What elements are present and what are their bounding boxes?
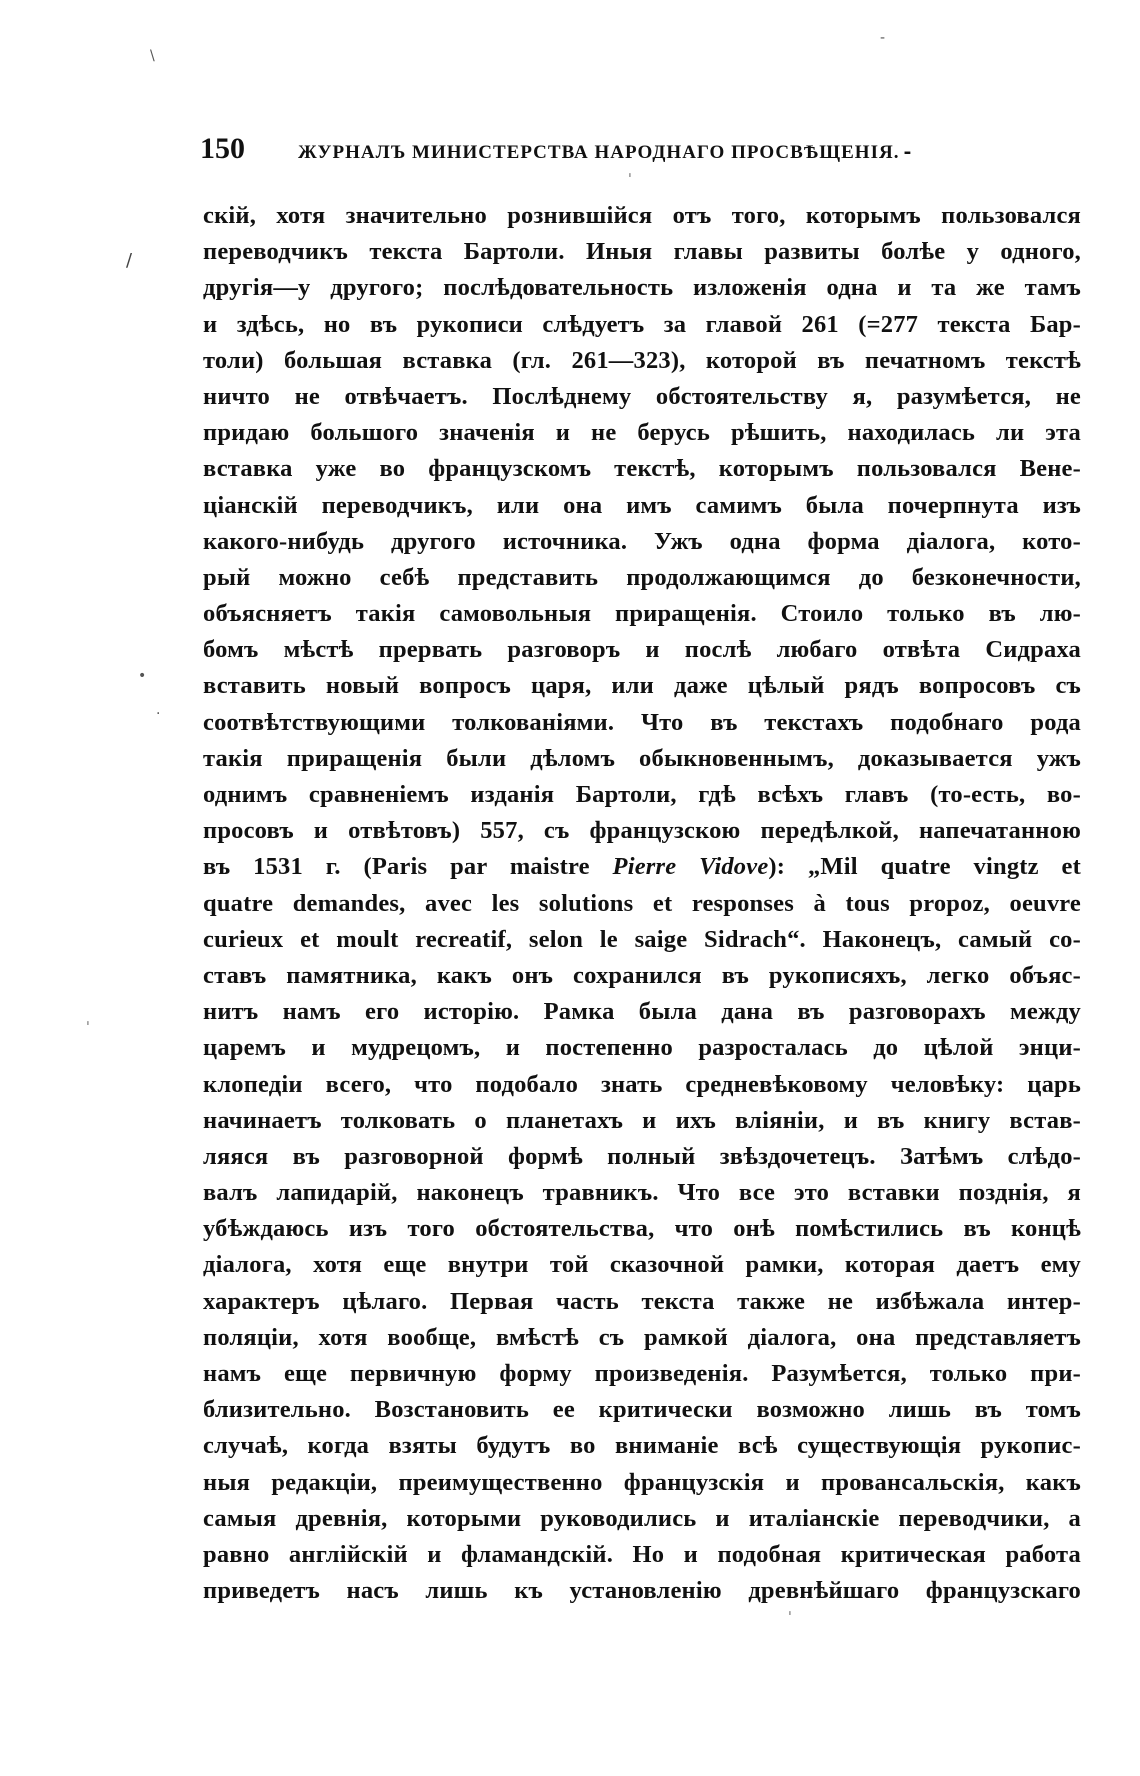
text-line: случаѣ, когда взяты будутъ во вниманіе всѣ существующія рукопис- (203, 1432, 1081, 1460)
scan-speck-decorative: ˈ (86, 1020, 90, 1036)
text-line: царемъ и мудрецомъ, и постепенно разросталась до цѣлой энци- (203, 1034, 1081, 1062)
text-segment: ): „Mil quatre vingtz et (768, 853, 1081, 881)
text-line: объясняетъ такія самовольныя приращенія. Стоило только въ лю- (203, 600, 1081, 628)
text-line: убѣждаюсь изъ того обстоятельства, что онѣ помѣстились въ концѣ (203, 1215, 1081, 1243)
text-line: скій, хотя значительно рознившійся отъ того, которымъ пользовался (203, 202, 1081, 229)
body-text (203, 198, 1081, 1609)
text-line: и здѣсь, но въ рукописи слѣдуетъ за главой 261 (=277 текста Бар- (203, 310, 1081, 338)
text-line: ціанскій переводчикъ, или она имъ самимъ была почерпнута изъ (203, 491, 1081, 519)
scan-speck-decorative: ˈ (788, 1610, 792, 1626)
scan-speck-decorative: ˈ (628, 172, 632, 188)
text-line: просовъ и отвѣтовъ) 557, съ французскою передѣлкой, напечатанною (203, 817, 1081, 845)
text-line: ничто не отвѣчаетъ. Послѣднему обстоятельству я, разумѣется, не (203, 382, 1081, 410)
text-line: curieux et moult recreatif, selon le saige Sidrach“. Наконецъ, самый со- (203, 925, 1081, 953)
text-line: приведетъ насъ лишь къ установленію древнѣйшаго французскаго (203, 1577, 1081, 1605)
text-line: валъ лапидарій, наконецъ травникъ. Что все это вставки позднія, я (203, 1179, 1081, 1207)
text-line: характеръ цѣлаго. Первая часть текста также не избѣжала интер- (203, 1287, 1081, 1315)
text-line: клопедіи всего, что подобало знать средневѣковому человѣку: царь (203, 1070, 1081, 1098)
text-line: начинаетъ толковать о планетахъ и ихъ вліяніи, и въ книгу встав- (203, 1106, 1081, 1134)
margin-mark-decorative: / (126, 250, 133, 271)
text-line-with-italic (203, 849, 1081, 885)
text-line: діалога, хотя еще внутри той сказочной рамки, которая даетъ ему (203, 1251, 1081, 1279)
text-line: самыя древнія, которыми руководились и италіанскіе переводчики, а (203, 1504, 1081, 1532)
text-line: рый можно себѣ представить продолжающимся до безконечности, (203, 563, 1081, 591)
text-line: вставить новый вопросъ царя, или даже цѣлый рядъ вопросовъ съ (203, 672, 1081, 700)
text-line: такія приращенія были дѣломъ обыкновеннымъ, доказывается ужъ (203, 744, 1081, 772)
text-line: придаю большого значенія и не берусь рѣшить, находилась ли эта (203, 419, 1081, 447)
text-line: переводчикъ текста Бартоли. Иныя главы развиты болѣе у одного, (203, 238, 1081, 266)
text-line: однимъ сравненіемъ изданія Бартоли, гдѣ всѣхъ главъ (то-есть, во- (203, 781, 1081, 808)
text-line: намъ еще первичную форму произведенія. Разумѣется, только при- (203, 1360, 1081, 1387)
text-line: какого-нибудь другого источника. Ужъ одна форма діалога, кото- (203, 527, 1081, 555)
page-number: 150 (200, 132, 245, 165)
text-line: другія—у другого; послѣдовательность изложенія одна и та же тамъ (203, 274, 1081, 302)
italic-name: Pierre Vidove (612, 853, 769, 881)
page-header (200, 132, 1080, 172)
text-line: quatre demandes, avec les solutions et responses à tous propoz, oeuvre (203, 889, 1081, 917)
text-line: вставка уже во французскомъ текстѣ, которымъ пользовался Вене- (203, 455, 1081, 483)
text-segment: въ 1531 г. (Paris par maistre (203, 853, 613, 881)
text-line: бомъ мѣстѣ прервать разговоръ и послѣ любаго отвѣта Сидраха (203, 636, 1081, 664)
text-line: нитъ намъ его исторію. Рамка была дана въ разговорахъ между (203, 998, 1081, 1026)
scan-speck-decorative: \ (150, 48, 155, 64)
text-line: близительно. Возстановить ее критически возможно лишь въ томъ (203, 1396, 1081, 1424)
running-head: ЖУРНАЛЪ МИНИСТЕРСТВА НАРОДНАГО ПРОСВѢЩЕНІЯ. (298, 142, 900, 163)
scan-speck-decorative: - (880, 30, 886, 46)
header-dash: - (903, 141, 912, 163)
text-line: толи) большая вставка (гл. 261—323), которой въ печатномъ текстѣ (203, 346, 1081, 374)
text-line: ляяся въ разговорной формѣ полный звѣздочетецъ. Затѣмъ слѣдо- (203, 1142, 1081, 1170)
text-line: ставъ памятника, какъ онъ сохранился въ рукописяхъ, легко объяс- (203, 961, 1081, 989)
text-line: соотвѣтствующими толкованіями. Что въ текстахъ подобнаго рода (203, 708, 1081, 736)
scan-speck-decorative: • (138, 668, 147, 684)
text-line: поляціи, хотя вообще, вмѣстѣ съ рамкой діалога, она представляетъ (203, 1323, 1081, 1351)
text-line: равно англійскій и фламандскій. Но и подобная критическая работа (203, 1540, 1081, 1568)
scan-speck-decorative: · (156, 706, 161, 722)
text-line: ныя редакціи, преимущественно французскія и провансальскія, какъ (203, 1468, 1081, 1496)
